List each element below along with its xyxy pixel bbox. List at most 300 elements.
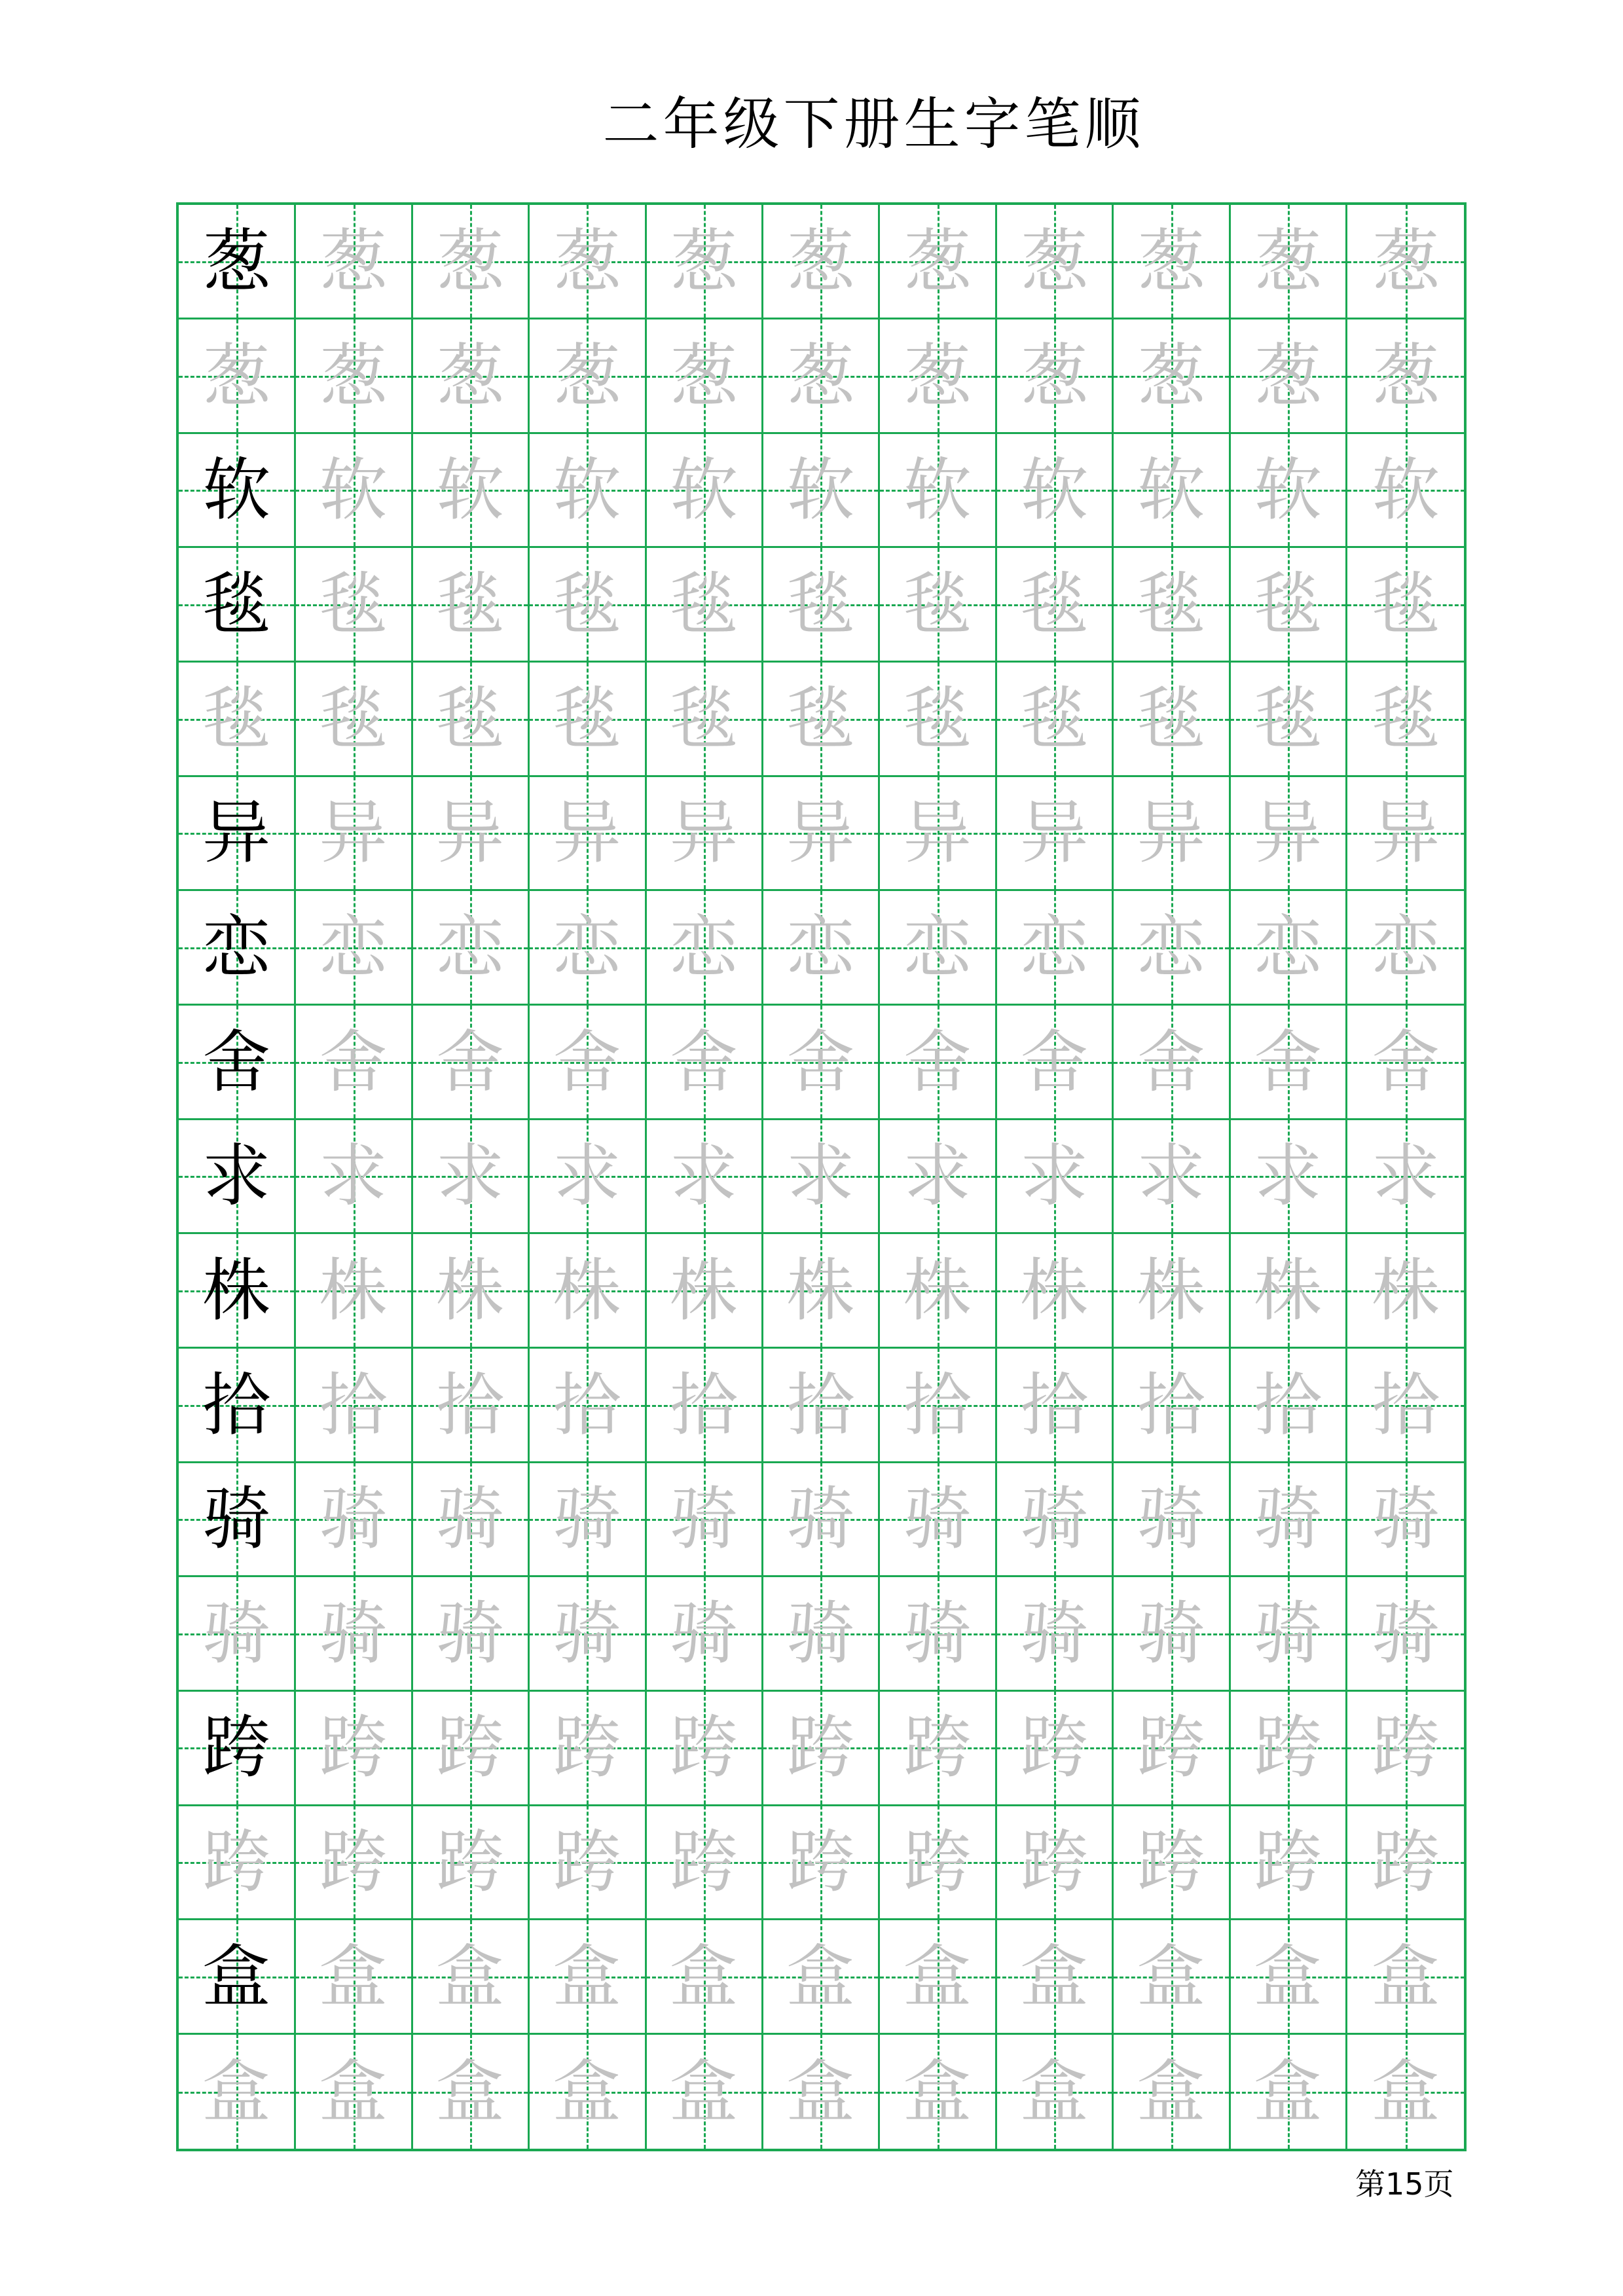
stroke-step-cell xyxy=(996,319,1114,434)
trace-character: 求 xyxy=(1372,1136,1440,1216)
stroke-step-cell xyxy=(412,433,530,548)
stroke-step-cell xyxy=(646,2034,763,2149)
trace-character: 葱 xyxy=(903,221,972,302)
trace-character: 盒 xyxy=(202,2051,271,2132)
stroke-step-cell xyxy=(1114,1920,1231,2035)
model-character-cell xyxy=(179,1463,296,1577)
character-row xyxy=(179,891,1464,1006)
trace-character: 舍 xyxy=(553,1021,621,1102)
stroke-step-cell xyxy=(880,1006,997,1120)
trace-character: 葱 xyxy=(786,221,855,302)
trace-character: 骑 xyxy=(1020,1593,1089,1673)
trace-character: 骑 xyxy=(435,1479,504,1559)
stroke-step-cell xyxy=(880,433,997,548)
stroke-step-cell xyxy=(880,319,997,434)
trace-character: 舍 xyxy=(1020,1021,1089,1102)
trace-character: 骑 xyxy=(202,1593,271,1673)
character-row xyxy=(179,1806,1464,1920)
trace-character: 拾 xyxy=(786,1364,855,1445)
trace-character: 拾 xyxy=(435,1364,504,1445)
stroke-step-cell xyxy=(529,1234,646,1349)
stroke-step-cell xyxy=(880,1463,997,1577)
stroke-step-cell xyxy=(1114,663,1231,777)
stroke-step-cell xyxy=(295,433,412,548)
trace-character: 骑 xyxy=(319,1593,388,1673)
trace-character: 跨 xyxy=(202,1822,271,1903)
stroke-step-cell xyxy=(529,319,646,434)
stroke-step-cell xyxy=(1114,1006,1231,1120)
trace-character: 异 xyxy=(1254,793,1322,873)
stroke-step-cell xyxy=(529,1463,646,1577)
trace-character: 葱 xyxy=(1137,335,1205,416)
trace-character: 盒 xyxy=(1372,2051,1440,2132)
stroke-step-cell xyxy=(1114,1348,1231,1463)
trace-character: 求 xyxy=(903,1136,972,1216)
character-row xyxy=(179,1577,1464,1692)
stroke-step-cell xyxy=(763,205,880,319)
model-character: 异 xyxy=(202,793,271,873)
stroke-step-cell xyxy=(1230,1691,1347,1806)
stroke-step-cell xyxy=(763,1348,880,1463)
trace-character: 盒 xyxy=(1020,2051,1089,2132)
stroke-step-cell xyxy=(646,1120,763,1234)
trace-character: 跨 xyxy=(903,1822,972,1903)
trace-character: 跨 xyxy=(903,1707,972,1788)
character-row xyxy=(179,1348,1464,1463)
trace-character: 舍 xyxy=(1254,1021,1322,1102)
trace-character: 跨 xyxy=(435,1822,504,1903)
trace-character: 株 xyxy=(786,1250,855,1330)
stroke-step-cell xyxy=(412,663,530,777)
model-character-cell xyxy=(179,663,296,777)
stroke-step-cell xyxy=(1347,1691,1465,1806)
trace-character: 恋 xyxy=(435,907,504,987)
stroke-step-cell xyxy=(1347,205,1465,319)
stroke-step-cell xyxy=(763,548,880,663)
trace-character: 盒 xyxy=(1254,2051,1322,2132)
trace-character: 盒 xyxy=(786,2051,855,2132)
trace-character: 株 xyxy=(1020,1250,1089,1330)
stroke-step-cell xyxy=(1114,1463,1231,1577)
trace-character: 恋 xyxy=(319,907,388,987)
stroke-step-cell xyxy=(1114,1120,1231,1234)
model-character: 舍 xyxy=(202,1021,271,1102)
trace-character: 求 xyxy=(1137,1136,1205,1216)
trace-character: 株 xyxy=(1254,1250,1322,1330)
trace-character: 跨 xyxy=(1137,1822,1205,1903)
trace-character: 异 xyxy=(786,793,855,873)
stroke-step-cell xyxy=(412,1691,530,1806)
stroke-step-cell xyxy=(1230,1006,1347,1120)
stroke-step-cell xyxy=(412,2034,530,2149)
stroke-step-cell xyxy=(646,1006,763,1120)
stroke-step-cell xyxy=(763,1806,880,1920)
trace-character: 软 xyxy=(1020,450,1089,530)
trace-character: 骑 xyxy=(903,1479,972,1559)
stroke-step-cell xyxy=(295,663,412,777)
stroke-step-cell xyxy=(763,1006,880,1120)
trace-character: 株 xyxy=(319,1250,388,1330)
trace-character: 毯 xyxy=(1020,564,1089,644)
character-row xyxy=(179,1234,1464,1349)
character-row xyxy=(179,1920,1464,2035)
model-character: 盒 xyxy=(202,1936,271,2016)
trace-character: 盒 xyxy=(1137,1936,1205,2016)
stroke-step-cell xyxy=(1230,1806,1347,1920)
stroke-step-cell xyxy=(880,891,997,1006)
trace-character: 求 xyxy=(435,1136,504,1216)
stroke-step-cell xyxy=(1347,1806,1465,1920)
stroke-step-cell xyxy=(996,1691,1114,1806)
trace-character: 跨 xyxy=(1020,1707,1089,1788)
trace-character: 舍 xyxy=(319,1021,388,1102)
trace-character: 恋 xyxy=(786,907,855,987)
trace-character: 毯 xyxy=(1372,564,1440,644)
stroke-step-cell xyxy=(1347,1920,1465,2035)
stroke-step-cell xyxy=(529,776,646,891)
trace-character: 骑 xyxy=(1137,1593,1205,1673)
stroke-step-cell xyxy=(1230,891,1347,1006)
stroke-step-cell xyxy=(1230,1234,1347,1349)
trace-character: 软 xyxy=(669,450,738,530)
trace-character: 毯 xyxy=(1254,564,1322,644)
trace-character: 恋 xyxy=(1137,907,1205,987)
stroke-step-cell xyxy=(763,776,880,891)
stroke-step-cell xyxy=(412,1006,530,1120)
trace-character: 骑 xyxy=(435,1593,504,1673)
stroke-step-cell xyxy=(1347,1348,1465,1463)
trace-character: 骑 xyxy=(553,1593,621,1673)
trace-character: 求 xyxy=(669,1136,738,1216)
stroke-step-cell xyxy=(996,776,1114,891)
stroke-step-cell xyxy=(1114,1806,1231,1920)
stroke-step-cell xyxy=(1347,2034,1465,2149)
stroke-step-cell xyxy=(1230,433,1347,548)
trace-character: 求 xyxy=(786,1136,855,1216)
trace-character: 求 xyxy=(1020,1136,1089,1216)
stroke-step-cell xyxy=(880,1806,997,1920)
stroke-step-cell xyxy=(412,1234,530,1349)
trace-character: 恋 xyxy=(903,907,972,987)
trace-character: 恋 xyxy=(1020,907,1089,987)
stroke-step-cell xyxy=(1114,891,1231,1006)
trace-character: 拾 xyxy=(669,1364,738,1445)
model-character: 拾 xyxy=(202,1364,271,1445)
trace-character: 求 xyxy=(553,1136,621,1216)
model-character: 葱 xyxy=(202,221,271,302)
stroke-step-cell xyxy=(1347,891,1465,1006)
trace-character: 求 xyxy=(1254,1136,1322,1216)
trace-character: 株 xyxy=(669,1250,738,1330)
trace-character: 拾 xyxy=(553,1364,621,1445)
model-character: 软 xyxy=(202,450,271,530)
stroke-step-cell xyxy=(529,1006,646,1120)
trace-character: 盒 xyxy=(669,2051,738,2132)
stroke-step-cell xyxy=(295,1006,412,1120)
stroke-step-cell xyxy=(412,891,530,1006)
stroke-step-cell xyxy=(295,776,412,891)
trace-character: 毯 xyxy=(1254,678,1322,759)
trace-character: 跨 xyxy=(435,1707,504,1788)
trace-character: 盒 xyxy=(1372,1936,1440,2016)
stroke-step-cell xyxy=(1347,1120,1465,1234)
stroke-step-cell xyxy=(1230,205,1347,319)
trace-character: 骑 xyxy=(669,1593,738,1673)
trace-character: 舍 xyxy=(669,1021,738,1102)
stroke-step-cell xyxy=(1230,548,1347,663)
stroke-step-cell xyxy=(1230,1577,1347,1692)
stroke-step-cell xyxy=(996,1920,1114,2035)
stroke-step-cell xyxy=(646,433,763,548)
trace-character: 骑 xyxy=(786,1479,855,1559)
trace-character: 异 xyxy=(669,793,738,873)
stroke-step-cell xyxy=(529,1348,646,1463)
stroke-step-cell xyxy=(646,1920,763,2035)
trace-character: 跨 xyxy=(669,1707,738,1788)
trace-character: 株 xyxy=(435,1250,504,1330)
trace-character: 骑 xyxy=(1020,1479,1089,1559)
stroke-step-cell xyxy=(880,663,997,777)
model-character-cell xyxy=(179,1691,296,1806)
trace-character: 毯 xyxy=(1137,678,1205,759)
stroke-step-cell xyxy=(1347,319,1465,434)
trace-character: 拾 xyxy=(1372,1364,1440,1445)
stroke-step-cell xyxy=(412,205,530,319)
character-row xyxy=(179,319,1464,434)
trace-character: 毯 xyxy=(903,564,972,644)
stroke-step-cell xyxy=(1230,776,1347,891)
stroke-step-cell xyxy=(1347,1006,1465,1120)
trace-character: 葱 xyxy=(435,335,504,416)
trace-character: 舍 xyxy=(786,1021,855,1102)
character-row xyxy=(179,1691,1464,1806)
trace-character: 葱 xyxy=(1137,221,1205,302)
trace-character: 葱 xyxy=(1254,335,1322,416)
stroke-step-cell xyxy=(763,1691,880,1806)
stroke-step-cell xyxy=(996,1577,1114,1692)
trace-character: 毯 xyxy=(435,564,504,644)
stroke-step-cell xyxy=(646,1463,763,1577)
stroke-step-cell xyxy=(1230,1348,1347,1463)
trace-character: 葱 xyxy=(1372,335,1440,416)
stroke-step-cell xyxy=(1114,319,1231,434)
stroke-step-cell xyxy=(295,548,412,663)
stroke-order-grid xyxy=(176,202,1467,2151)
trace-character: 软 xyxy=(319,450,388,530)
model-character-cell xyxy=(179,1348,296,1463)
trace-character: 软 xyxy=(1254,450,1322,530)
stroke-step-cell xyxy=(646,1348,763,1463)
stroke-step-cell xyxy=(996,1806,1114,1920)
trace-character: 盒 xyxy=(903,2051,972,2132)
trace-character: 异 xyxy=(435,793,504,873)
stroke-step-cell xyxy=(412,1120,530,1234)
stroke-step-cell xyxy=(763,891,880,1006)
trace-character: 毯 xyxy=(669,564,738,644)
stroke-step-cell xyxy=(1230,1120,1347,1234)
trace-character: 株 xyxy=(903,1250,972,1330)
trace-character: 盒 xyxy=(319,2051,388,2132)
model-character: 恋 xyxy=(202,907,271,987)
model-character-cell xyxy=(179,1006,296,1120)
stroke-step-cell xyxy=(646,891,763,1006)
trace-character: 骑 xyxy=(669,1479,738,1559)
stroke-step-cell xyxy=(996,1120,1114,1234)
stroke-step-cell xyxy=(1114,2034,1231,2149)
stroke-step-cell xyxy=(295,2034,412,2149)
stroke-step-cell xyxy=(646,548,763,663)
trace-character: 舍 xyxy=(435,1021,504,1102)
stroke-step-cell xyxy=(529,1120,646,1234)
trace-character: 跨 xyxy=(1254,1822,1322,1903)
stroke-step-cell xyxy=(646,776,763,891)
trace-character: 毯 xyxy=(553,678,621,759)
trace-character: 软 xyxy=(553,450,621,530)
page-title: 二年级下册生字笔顺 xyxy=(602,92,1145,157)
stroke-step-cell xyxy=(880,776,997,891)
trace-character: 葱 xyxy=(319,221,388,302)
trace-character: 毯 xyxy=(319,564,388,644)
stroke-step-cell xyxy=(763,663,880,777)
trace-character: 葱 xyxy=(319,335,388,416)
trace-character: 跨 xyxy=(786,1822,855,1903)
trace-character: 株 xyxy=(1372,1250,1440,1330)
stroke-step-cell xyxy=(763,1463,880,1577)
trace-character: 葱 xyxy=(1020,335,1089,416)
trace-character: 骑 xyxy=(1372,1479,1440,1559)
trace-character: 跨 xyxy=(1020,1822,1089,1903)
trace-character: 恋 xyxy=(553,907,621,987)
trace-character: 求 xyxy=(319,1136,388,1216)
stroke-step-cell xyxy=(412,548,530,663)
trace-character: 盒 xyxy=(1137,2051,1205,2132)
trace-character: 拾 xyxy=(903,1364,972,1445)
model-character: 跨 xyxy=(202,1707,271,1788)
model-character-cell xyxy=(179,433,296,548)
model-character: 骑 xyxy=(202,1479,271,1559)
character-row xyxy=(179,548,1464,663)
trace-character: 盒 xyxy=(669,1936,738,2016)
trace-character: 恋 xyxy=(1254,907,1322,987)
trace-character: 跨 xyxy=(669,1822,738,1903)
trace-character: 软 xyxy=(435,450,504,530)
stroke-step-cell xyxy=(529,1577,646,1692)
character-row xyxy=(179,1006,1464,1120)
stroke-step-cell xyxy=(529,433,646,548)
stroke-step-cell xyxy=(1347,1234,1465,1349)
trace-character: 葱 xyxy=(786,335,855,416)
trace-character: 异 xyxy=(1372,793,1440,873)
stroke-step-cell xyxy=(529,205,646,319)
trace-character: 跨 xyxy=(1372,1822,1440,1903)
stroke-step-cell xyxy=(1230,1463,1347,1577)
model-character-cell xyxy=(179,1920,296,2035)
model-character-cell xyxy=(179,1577,296,1692)
stroke-step-cell xyxy=(1114,548,1231,663)
stroke-step-cell xyxy=(880,1691,997,1806)
stroke-step-cell xyxy=(295,1234,412,1349)
trace-character: 盒 xyxy=(553,1936,621,2016)
trace-character: 盒 xyxy=(786,1936,855,2016)
stroke-step-cell xyxy=(646,319,763,434)
stroke-step-cell xyxy=(1347,776,1465,891)
stroke-step-cell xyxy=(295,1348,412,1463)
stroke-step-cell xyxy=(529,2034,646,2149)
stroke-step-cell xyxy=(763,433,880,548)
trace-character: 骑 xyxy=(553,1479,621,1559)
stroke-step-cell xyxy=(646,1806,763,1920)
trace-character: 异 xyxy=(553,793,621,873)
character-row xyxy=(179,433,1464,548)
stroke-step-cell xyxy=(295,1463,412,1577)
stroke-step-cell xyxy=(295,1691,412,1806)
stroke-step-cell xyxy=(880,1120,997,1234)
model-character: 株 xyxy=(202,1250,271,1330)
model-character-cell xyxy=(179,548,296,663)
character-row xyxy=(179,2034,1464,2149)
trace-character: 舍 xyxy=(1372,1021,1440,1102)
trace-character: 软 xyxy=(1137,450,1205,530)
character-row xyxy=(179,1120,1464,1234)
trace-character: 跨 xyxy=(1254,1707,1322,1788)
trace-character: 跨 xyxy=(1137,1707,1205,1788)
stroke-step-cell xyxy=(412,776,530,891)
trace-character: 拾 xyxy=(1137,1364,1205,1445)
trace-character: 毯 xyxy=(202,678,271,759)
trace-character: 盒 xyxy=(319,1936,388,2016)
stroke-step-cell xyxy=(646,1691,763,1806)
stroke-step-cell xyxy=(880,2034,997,2149)
trace-character: 软 xyxy=(903,450,972,530)
stroke-step-cell xyxy=(763,1234,880,1349)
trace-character: 跨 xyxy=(786,1707,855,1788)
page-number: 第15页 xyxy=(1355,2166,1454,2202)
trace-character: 盒 xyxy=(903,1936,972,2016)
stroke-step-cell xyxy=(880,1348,997,1463)
stroke-step-cell xyxy=(880,548,997,663)
stroke-step-cell xyxy=(1230,663,1347,777)
trace-character: 毯 xyxy=(786,564,855,644)
trace-character: 株 xyxy=(1137,1250,1205,1330)
stroke-step-cell xyxy=(412,1463,530,1577)
stroke-step-cell xyxy=(412,1806,530,1920)
stroke-step-cell xyxy=(295,319,412,434)
stroke-step-cell xyxy=(996,1348,1114,1463)
stroke-step-cell xyxy=(1347,663,1465,777)
trace-character: 跨 xyxy=(553,1822,621,1903)
trace-character: 拾 xyxy=(1020,1364,1089,1445)
stroke-step-cell xyxy=(1114,1691,1231,1806)
stroke-step-cell xyxy=(295,205,412,319)
stroke-step-cell xyxy=(646,205,763,319)
trace-character: 拾 xyxy=(319,1364,388,1445)
trace-character: 软 xyxy=(786,450,855,530)
trace-character: 毯 xyxy=(786,678,855,759)
trace-character: 毯 xyxy=(1372,678,1440,759)
stroke-step-cell xyxy=(412,1577,530,1692)
trace-character: 舍 xyxy=(1137,1021,1205,1102)
model-character-cell xyxy=(179,1806,296,1920)
trace-character: 骑 xyxy=(319,1479,388,1559)
character-row xyxy=(179,663,1464,777)
stroke-step-cell xyxy=(996,1006,1114,1120)
stroke-step-cell xyxy=(1114,776,1231,891)
trace-character: 骑 xyxy=(903,1593,972,1673)
stroke-step-cell xyxy=(996,663,1114,777)
stroke-step-cell xyxy=(1230,2034,1347,2149)
stroke-step-cell xyxy=(996,2034,1114,2149)
trace-character: 葱 xyxy=(1372,221,1440,302)
